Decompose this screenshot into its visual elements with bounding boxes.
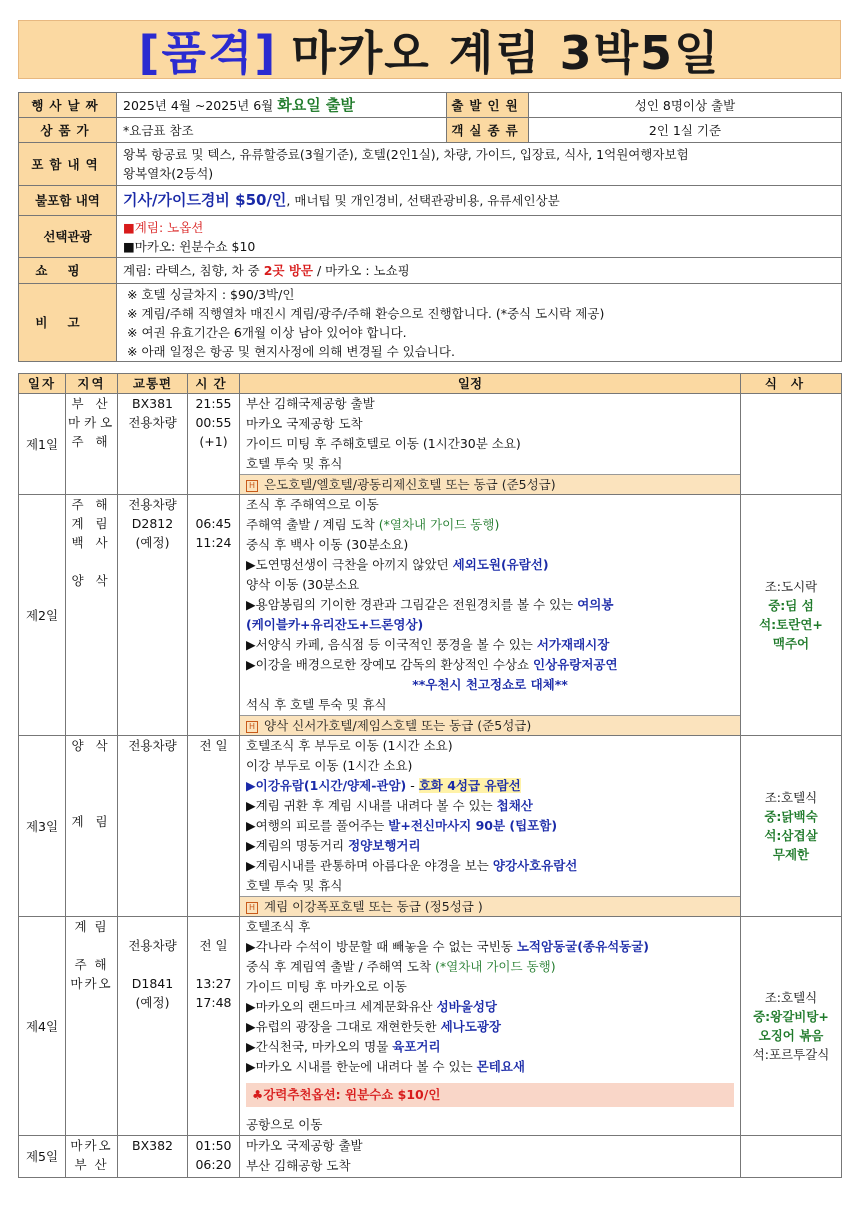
header-time: 시간	[188, 374, 240, 394]
day2-time: 06:45 11:24	[188, 495, 240, 736]
guide-fee: 기사/가이드경비 $50/인	[123, 191, 287, 209]
price-label: 상품가	[19, 118, 117, 143]
period-label: 행사날짜	[19, 93, 117, 118]
header-meal: 식사	[741, 374, 842, 394]
day4-meal: 조:호텔식 중:왕갈비탕+ 오징어 볶음 석:포르투갈식	[741, 917, 842, 1136]
day3-hotel: H 계림 이강폭포호텔 또는 동급 (정5성급 )	[240, 896, 740, 916]
day2-meal: 조:도시락 중:딤 섬 석:토란연+ 맥주어	[741, 495, 842, 736]
day1-meal	[741, 394, 842, 495]
day2-hotel: H 양삭 신서가호텔/제임스호텔 또는 동급 (준5성급)	[240, 715, 740, 735]
shop-label: 쇼핑	[19, 258, 117, 284]
recommended-option: ♣강력추천옵션: 윈분수쇼 $10/인	[246, 1083, 734, 1107]
day4-transport: 전용차량 D1841 (예정)	[118, 917, 188, 1136]
hotel-icon: H	[246, 480, 258, 492]
depart-label: 출발인원	[447, 93, 529, 118]
document-title	[18, 20, 841, 79]
header-itinerary: 일정	[240, 374, 741, 394]
day3-meal: 조:호텔식 중:닭백숙 석:삼겹살 무제한	[741, 736, 842, 917]
shop-value: 계림: 라텍스, 침향, 차 중 2곳 방문 / 마카오 : 노쇼핑	[117, 258, 842, 284]
schedule-table	[18, 373, 842, 1178]
day1-hotel: H 은도호텔/엘호텔/광동리제신호텔 또는 동급 (준5성급)	[240, 474, 740, 494]
day4-time: 전 일 13:27 17:48	[188, 917, 240, 1136]
day5-itinerary: 마카오 국제공항 출발 부산 김해공항 도착	[240, 1136, 741, 1178]
include-value: 왕복 항공료 및 텍스, 유류할증료(3월기준), 호텔(2인1실), 차량, 가이드, 입장료, 식사, 1억원여행자보험 왕복열차(2등석)	[117, 143, 842, 186]
option-label: 선택관광	[19, 216, 117, 258]
day2-label: 제2일	[19, 495, 66, 736]
note-item: ※ 호텔 싱글차지 : $90/3박/인	[127, 286, 295, 302]
info-table	[18, 92, 842, 362]
header-region: 지역	[66, 374, 118, 394]
title-main: 마카오 계림 3박5일	[291, 25, 721, 80]
day4-region: 계 림 주 해 마카오	[66, 917, 118, 1136]
period-value: 2025년 4월 ~2025년 6월 화요일 출발	[117, 93, 447, 118]
header-transport: 교통편	[118, 374, 188, 394]
day4-itinerary: 호텔조식 후 ▶각나라 수석이 방문할 때 빼놓을 수 없는 국빈동 노적암동굴(종유석동굴) 중식 후 계림역 출발 / 주해역 도착 (*열차내 가이드 동행) 가이드 미팅 후 마카오로 이동 ▶마카오의 랜드마크 세계문화유산 성바울성당 ▶유럽의 광장을 그대로 재현한듯한 세나도광장 ▶간식천국, 마카오의 명물 육포거리 ▶마카오 시내를 한눈에 내려다 볼 수 있는 몬테요새 ♣강력추천옵션: 윈분수쇼 $10/인 공항으로 이동	[240, 917, 741, 1136]
day5-label: 제5일	[19, 1136, 66, 1178]
note-label: 비고	[19, 284, 117, 362]
depart-value: 성인 8명이상 출발	[529, 93, 842, 118]
hotel-icon: H	[246, 721, 258, 733]
note-item: ※ 여권 유효기간은 6개월 이상 남아 있어야 합니다.	[127, 324, 407, 340]
day3-region: 양 삭 계 림	[66, 736, 118, 917]
day5-time: 01:50 06:20	[188, 1136, 240, 1178]
note-item: ※ 계림/주해 직행열차 매진시 계림/광주/주해 환승으로 진행합니다. (*중식 도시락 제공)	[127, 305, 605, 321]
exclude-label: 불포함 내역	[19, 186, 117, 216]
notes	[117, 284, 842, 362]
day1-transport: BX381 전용차량	[118, 394, 188, 495]
day5-meal	[741, 1136, 842, 1178]
day3-itinerary: 호텔조식 후 부두로 이동 (1시간 소요) 이강 부두로 이동 (1시간 소요) ▶이강유람(1시간/양제-관암) - 호화 4성급 유람선 ▶계림 귀환 후 계림 시내를 내려다 볼 수 있는 첩채산 ▶여행의 피로를 풀어주는 발+전신마사지 90분 (팁포함) ▶계림의 명동거리 정양보행거리 ▶계림시내를 관통하며 아름다운 야경을 보는 양강사호유람선 호텔 투숙 및 휴식 H 계림 이강폭포호텔 또는 동급 (정5성급 )	[240, 736, 741, 917]
room-label: 객실종류	[447, 118, 529, 143]
room-value: 2인 1실 기준	[529, 118, 842, 143]
day2-region: 주 해 계 림 백 사 양 삭	[66, 495, 118, 736]
day5-transport: BX382	[118, 1136, 188, 1178]
option-value: ■계림: 노옵션 ■마카오: 윈분수쇼 $10	[117, 216, 842, 258]
day5-region: 마카오 부 산	[66, 1136, 118, 1178]
day3-transport: 전용차량	[118, 736, 188, 917]
exclude-value: 기사/가이드경비 $50/인, 매너팁 및 개인경비, 선택관광비용, 유류세인상분	[117, 186, 842, 216]
day2-transport: 전용차량 D2812 (예정)	[118, 495, 188, 736]
title-tag: [품격]	[138, 25, 278, 80]
day1-region: 부 산 마카오 주 해	[66, 394, 118, 495]
day1-itinerary: 부산 김해국제공항 출발 마카오 국제공항 도착 가이드 미팅 후 주해호텔로 이동 (1시간30분 소요) 호텔 투숙 및 휴식 H 은도호텔/엘호텔/광동리제신호텔 또는 동급 (준5성급)	[240, 394, 741, 495]
day3-time: 전 일	[188, 736, 240, 917]
day1-time: 21:55 00:55 (+1)	[188, 394, 240, 495]
price-value: *요금표 참조	[117, 118, 447, 143]
period-day: 화요일 출발	[277, 95, 355, 114]
day1-label: 제1일	[19, 394, 66, 495]
note-item: ※ 아래 일정은 항공 및 현지사정에 의해 변경될 수 있습니다.	[127, 343, 455, 359]
day4-label: 제4일	[19, 917, 66, 1136]
header-day: 일자	[19, 374, 66, 394]
hotel-icon: H	[246, 902, 258, 914]
day3-label: 제3일	[19, 736, 66, 917]
day2-itinerary: 조식 후 주해역으로 이동 주해역 출발 / 계림 도착 (*열차내 가이드 동행) 중식 후 백사 이동 (30분소요) ▶도연명선생이 극찬을 아끼지 않았던 세외도원(유람선) 양삭 이동 (30분소요 ▶용암봉림의 기이한 경관과 그림같은 전원경치를 볼 수 있는 여의봉 (케이블카+유리잔도+드론영상) ▶서양식 카페, 음식점 등 이국적인 풍경을 볼 수 있는 서가재래시장 ▶이강을 배경으로한 장예모 감독의 환상적인 수상쇼 인상유랑저공연 **우천시 천고정쇼로 대체** 석식 후 호텔 투숙 및 휴식 H 양삭 신서가호텔/제임스호텔 또는 동급 (준5성급)	[240, 495, 741, 736]
include-label: 포함내역	[19, 143, 117, 186]
